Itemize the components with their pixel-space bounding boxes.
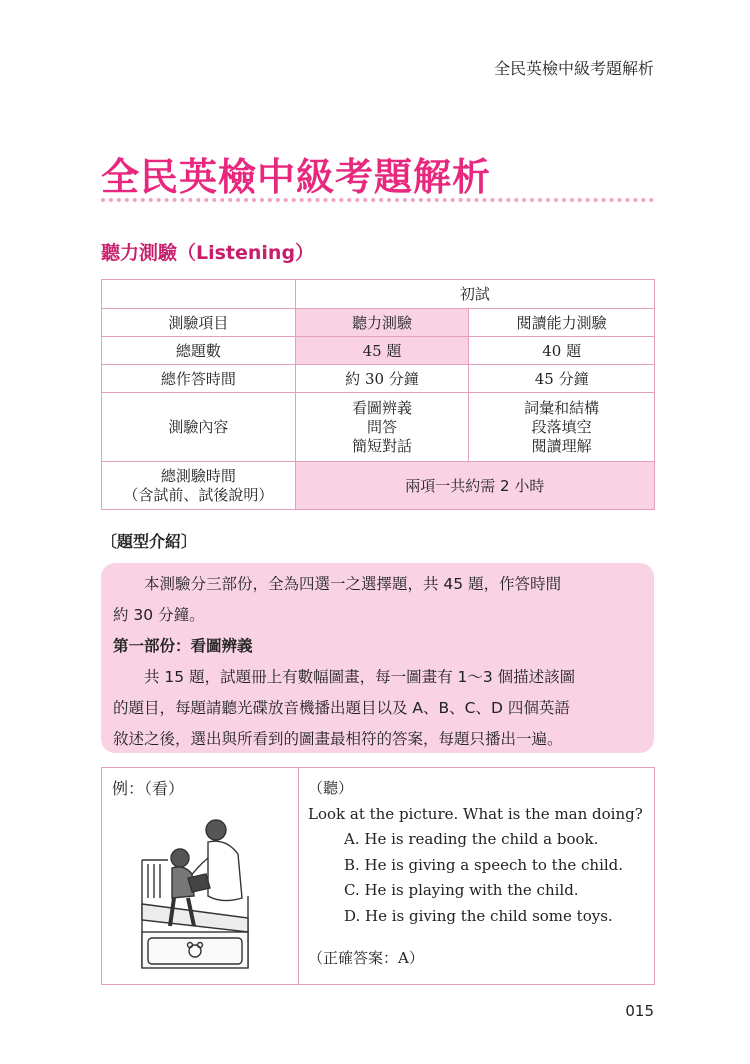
group-header-cell: 初試	[295, 280, 654, 309]
answer-option: D. He is giving the child some toys.	[344, 906, 613, 925]
content-line: 詞彙和結構	[524, 398, 600, 417]
intro-line: 約 30 分鐘。	[113, 606, 205, 624]
content-line: 段落填空	[531, 417, 592, 436]
reading-cell: 45 分鐘	[469, 365, 655, 393]
row-label: 測驗項目	[102, 309, 296, 337]
section-heading: 聽力測驗（Listening）	[101, 242, 315, 264]
total-label-line: 總測驗時間	[160, 466, 236, 485]
content-line: 簡短對話	[351, 436, 412, 455]
example-label: 例：（看）	[112, 779, 185, 798]
example-question: Look at the picture. What is the man doing?	[308, 804, 643, 823]
reading-cell: 閱讀能力測驗	[469, 309, 655, 337]
row-label	[102, 462, 296, 510]
listen-label: （聽）	[308, 779, 354, 797]
content-line: 看圖辨義	[351, 398, 412, 417]
intro-line: 本測驗分三部份，全為四選一之選擇題，共 45 題，作答時間	[144, 575, 562, 593]
part1-title: 第一部份：看圖辨義	[113, 637, 253, 655]
row-label: 測驗內容	[102, 393, 296, 462]
total-time-cell: 兩項一共約需 2 小時	[295, 462, 654, 510]
answer-option: C. He is playing with the child.	[344, 881, 579, 899]
table-header-row	[102, 280, 655, 309]
reading-cell: 40 題	[469, 337, 655, 365]
table-row	[102, 462, 655, 510]
intro-box	[101, 563, 654, 753]
listening-cell: 聽力測驗	[295, 309, 469, 337]
intro-line: 的題目，每題請聽光碟放音機播出題目以及 A、B、C、D 四個英語	[113, 699, 570, 717]
listening-cell: 45 題	[295, 337, 469, 365]
table-row	[102, 337, 655, 365]
table-row	[102, 309, 655, 337]
row-label: 總題數	[102, 337, 296, 365]
listening-cell: 約 30 分鐘	[295, 365, 469, 393]
question-types-heading: 〔題型介紹〕	[101, 532, 198, 551]
row-label: 總作答時間	[102, 365, 296, 393]
title-divider	[101, 198, 654, 202]
answer-option: B. He is giving a speech to the child.	[344, 855, 624, 874]
example-box	[101, 767, 655, 985]
content-line: 閱讀理解	[531, 436, 592, 455]
content-line: 問答	[366, 417, 397, 436]
table-row	[102, 365, 655, 393]
intro-line: 敘述之後，選出與所看到的圖畫最相符的答案，每題只播出一遍。	[113, 730, 563, 748]
table-corner-cell	[102, 280, 296, 309]
example-divider	[298, 768, 299, 984]
man-reading-to-child-illustration	[136, 808, 266, 970]
page-number: 015	[625, 1002, 654, 1020]
running-header: 全民英檢中級考題解析	[493, 59, 654, 78]
intro-line: 共 15 題，試題冊上有數幅圖畫，每一圖畫有 1～3 個描述該圖	[144, 668, 576, 686]
answer-option: A. He is reading the child a book.	[344, 830, 599, 848]
total-label-line: （含試前、試後說明）	[123, 485, 274, 504]
table-row	[102, 393, 655, 462]
listening-content-cell	[295, 393, 469, 462]
test-overview-table	[101, 279, 655, 510]
correct-answer: （正確答案：A）	[308, 949, 424, 967]
page-title: 全民英檢中級考題解析	[101, 154, 492, 199]
listening-column	[308, 776, 646, 972]
reading-content-cell	[469, 393, 655, 462]
spacer	[308, 929, 646, 946]
